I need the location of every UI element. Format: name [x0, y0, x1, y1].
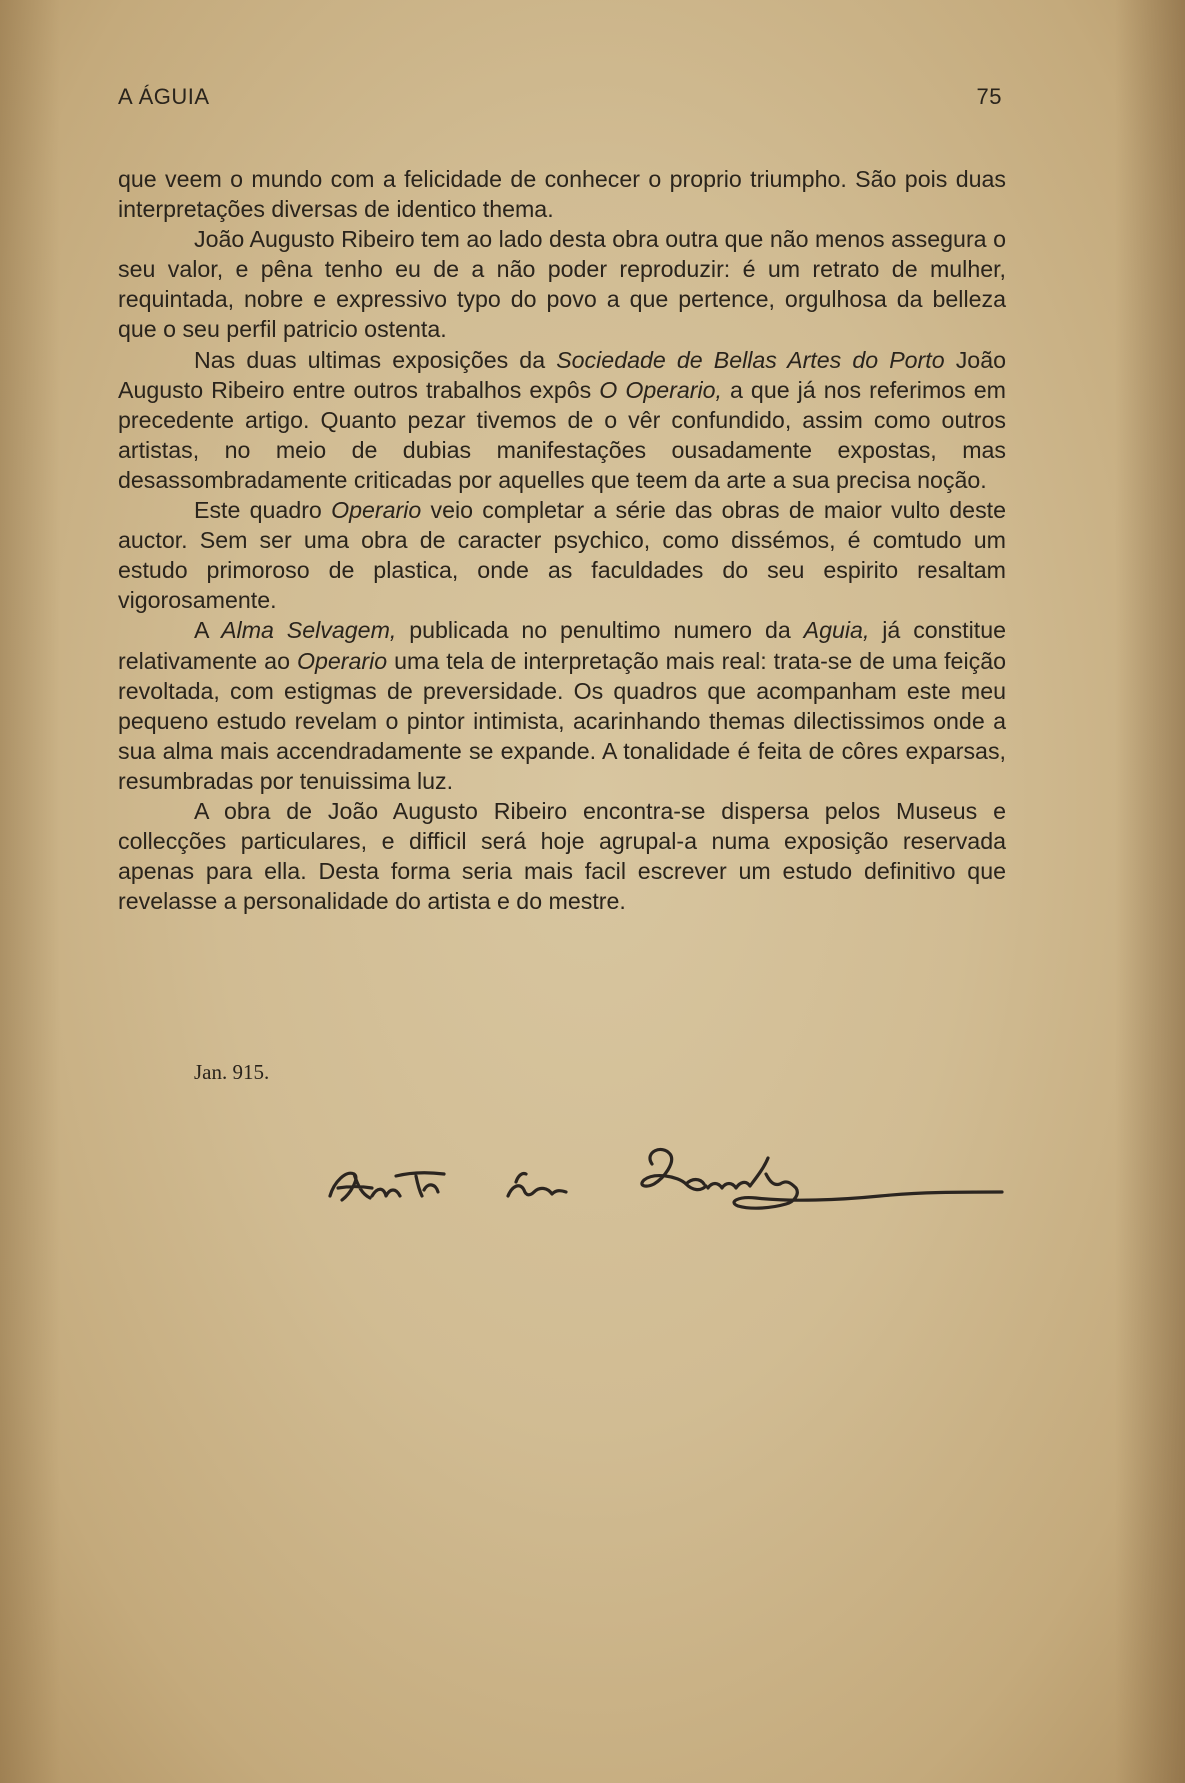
article-body	[118, 164, 1006, 916]
paragraph-text: Este quadro	[194, 497, 332, 524]
paragraph-text: uma tela de interpretação mais real: trata-se de uma feição revoltada, com estigmas de preversidade. Os quadros que acompanham este meu pequeno estudo revelam o pintor intimista, acarinhando themas dilectissimos onde a sua alma mais accendradamente se expande. A tonalidade é feita de côres exparsas, resumbradas por tenuissima luz.	[118, 647, 1006, 794]
article-paragraph	[118, 495, 1006, 615]
paragraph-text: publicada no penultimo numero da	[396, 617, 804, 644]
handwritten-signature	[320, 1130, 1010, 1240]
article-date: Jan. 915.	[194, 1060, 270, 1084]
paragraph-text: veio completar a série das obras de maior vulto deste auctor. Sem ser uma obra de caracter psychico, como dissémos, é comtudo um estudo primoroso de plastica, onde as faculdades do seu espirito resaltam vigorosamente.	[118, 497, 1006, 614]
paragraph-text: A obra de João Augusto Ribeiro encontra-se dispersa pelos Museus e collecções particulares, e difficil será hoje agrupal-a numa exposição reservada apenas para ella. Desta forma seria mais facil escrever um estudo definitivo que revelasse a personalidade do artista e do mestre.	[118, 797, 1006, 915]
paragraph-text: a que já nos referimos em precedente artigo. Quanto pezar tivemos de o vêr confundido, assim como outros artistas, no meio de dubias manifestações ousadamente expostas, mas desassombradamente criticadas por aquelles que teem da arte a sua precisa noção.	[118, 376, 1006, 493]
italic-title-text: Operario	[296, 647, 388, 674]
italic-title-text: Sociedade de Bellas Artes do Porto	[556, 346, 945, 373]
paper-edge-shadow-right	[1115, 0, 1185, 1783]
paper-edge-shadow-left	[0, 0, 60, 1783]
running-head	[118, 84, 1002, 114]
article-paragraph	[118, 345, 1006, 495]
article-paragraph	[118, 164, 1006, 224]
article-paragraph	[118, 615, 1006, 796]
italic-title-text: O Operario,	[599, 376, 722, 403]
paragraph-text: João Augusto Ribeiro entre outros trabalhos expôs	[118, 346, 1006, 403]
article-paragraph	[118, 224, 1006, 344]
italic-title-text: Alma Selvagem,	[221, 617, 397, 644]
paragraph-text: que veem o mundo com a felicidade de conhecer o proprio triumpho. São pois duas interpretações diversas de identico thema.	[118, 166, 1006, 223]
paragraph-text: Nas duas ultimas exposições da	[194, 346, 557, 373]
page-number: 75	[976, 84, 1002, 109]
journal-title: A ÁGUIA	[118, 84, 210, 109]
paragraph-text: A	[194, 617, 222, 644]
article-paragraph	[118, 796, 1006, 916]
paragraph-text: já constitue relativamente ao	[118, 617, 1007, 674]
paragraph-text: João Augusto Ribeiro tem ao lado desta obra outra que não menos assegura o seu valor, e pêna tenho eu de a não poder reproduzir: é um retrato de mulher, requintada, nobre e expressivo typo do povo a que pertence, orgulhosa da belleza que o seu perfil patricio ostenta.	[118, 226, 1006, 343]
italic-title-text: Aguia,	[803, 617, 870, 644]
italic-title-text: Operario	[331, 497, 422, 524]
